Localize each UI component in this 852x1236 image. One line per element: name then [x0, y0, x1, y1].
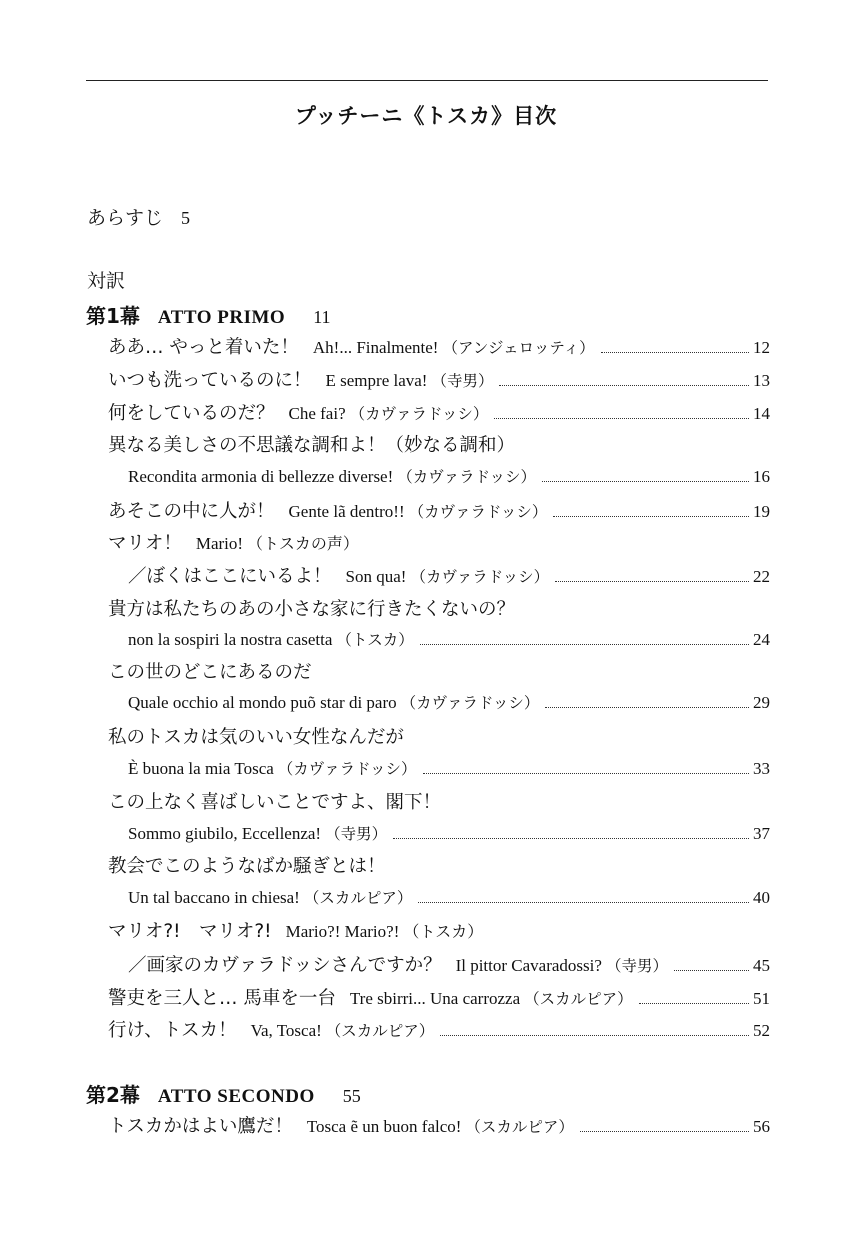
toc-entry[interactable] [128, 757, 770, 779]
synopsis-label: あらすじ [87, 207, 164, 229]
toc-entry[interactable] [128, 465, 770, 487]
entry-jp: 何をしているのだ？ [108, 403, 275, 424]
act1-label: 第1幕 [86, 304, 140, 328]
entry-page: 37 [753, 824, 770, 843]
toc-entry[interactable] [128, 628, 770, 650]
toc-entry[interactable] [128, 886, 770, 908]
entry-it: Recondita armonia di bellezze diverse! [128, 467, 394, 486]
entry-page: 33 [753, 759, 770, 778]
entry-jp: マリオ?! マリオ?! [108, 921, 272, 942]
entry-it: Va, Tosca! [250, 1021, 322, 1040]
toc-entry-title[interactable]: 貴方は私たちのあの小さな家に行きたくないの？ [108, 599, 516, 620]
entry-role: （カヴァラドッシ） [410, 568, 550, 586]
toc-entry[interactable] [108, 497, 770, 523]
entry-page: 19 [753, 502, 770, 521]
toc-entry-title[interactable]: 私のトスカは気のいい女性なんだが [108, 727, 404, 748]
entry-page: 40 [753, 888, 770, 907]
top-rule [86, 80, 768, 81]
toc-entry-title[interactable]: 教会でこのようなばか騒ぎとは！ [108, 856, 386, 877]
leader-dots [420, 644, 749, 645]
leader-dots [418, 902, 749, 903]
entry-role: （スカルピア） [303, 889, 413, 907]
leader-dots [545, 707, 749, 708]
entry-page: 13 [753, 371, 770, 390]
entry-role: （カヴァラドッシ） [277, 760, 417, 778]
entry-role: （アンジェロッティ） [442, 339, 595, 357]
entry-page: 56 [753, 1117, 770, 1136]
toc-entry[interactable] [108, 1112, 770, 1138]
entry-jp: ああ… やっと着いた！ [108, 337, 299, 358]
toc-entry-title[interactable]: この世のどこにあるのだ [108, 662, 312, 683]
entry-page: 22 [753, 567, 770, 586]
leader-dots [499, 385, 749, 386]
leader-dots [440, 1035, 749, 1036]
entry-page: 14 [753, 404, 770, 423]
entry-role: （寺男） [431, 372, 494, 390]
entry-it: Che fai? [288, 404, 346, 423]
leader-dots [553, 516, 749, 517]
leader-dots [580, 1131, 749, 1132]
synopsis-entry[interactable] [87, 203, 190, 230]
entry-it: Tosca ẽ un buon falco! [306, 1117, 462, 1136]
toc-entry[interactable] [108, 333, 770, 359]
entry-page: 29 [753, 693, 770, 712]
act2-page: 55 [342, 1086, 361, 1106]
entry-role: （寺男） [605, 957, 668, 975]
toc-entry[interactable] [108, 366, 770, 392]
toc-entry[interactable] [108, 984, 770, 1010]
translation-heading: 対訳 [87, 270, 126, 292]
entry-it: non la sospiri la nostra casetta [128, 630, 333, 649]
entry-it: Quale occhio al mondo puõ star di paro [128, 693, 397, 712]
entry-it: È buona la mia Tosca [128, 759, 274, 778]
entry-jp: ／ぼくはここにいるよ！ [128, 566, 332, 587]
toc-entry[interactable] [108, 399, 770, 425]
toc-entry[interactable] [108, 1016, 770, 1042]
synopsis-page: 5 [181, 208, 191, 228]
leader-dots [674, 970, 749, 971]
leader-dots [542, 481, 749, 482]
act2-label: 第2幕 [86, 1083, 140, 1107]
leader-dots [393, 838, 749, 839]
entry-it: Un tal baccano in chiesa! [128, 888, 300, 907]
entry-page: 51 [753, 989, 770, 1008]
entry-role: （カヴァラドッシ） [349, 405, 489, 423]
entry-role: （トスカ） [403, 922, 484, 941]
entry-it: Ah!... Finalmente! [312, 338, 439, 357]
entry-role: （カヴァラドッシ） [408, 503, 548, 521]
toc-entry[interactable] [128, 951, 770, 977]
entry-jp: 警吏を三人と… 馬車を一台 [108, 988, 336, 1009]
entry-jp: マリオ！ [108, 533, 182, 554]
entry-it: Son qua! [345, 567, 407, 586]
entry-jp: ／画家のカヴァラドッシさんですか？ [128, 955, 442, 976]
toc-entry-title[interactable] [108, 529, 359, 555]
act1-heading[interactable] [86, 300, 331, 329]
entry-role: （スカルピア） [465, 1118, 574, 1136]
entry-page: 52 [753, 1021, 770, 1040]
entry-role: （トスカ） [336, 631, 414, 649]
entry-role: （寺男） [325, 825, 388, 843]
act1-page: 11 [313, 307, 331, 327]
leader-dots [555, 581, 749, 582]
toc-entry-title[interactable]: この上なく喜ばしいことですよ、閣下！ [108, 792, 442, 813]
toc-entry-title[interactable] [108, 917, 483, 943]
leader-dots [423, 773, 749, 774]
entry-page: 12 [753, 338, 770, 357]
entry-it: E sempre lava! [325, 371, 428, 390]
entry-page: 45 [753, 956, 770, 975]
entry-it: Tre sbirri... Una carrozza [349, 989, 521, 1008]
entry-page: 16 [753, 467, 770, 486]
entry-page: 24 [753, 630, 770, 649]
toc-entry[interactable] [128, 562, 770, 588]
entry-jp: いつも洗っているのに！ [108, 370, 312, 391]
entry-role: （カヴァラドッシ） [400, 694, 540, 712]
entry-role: （スカルピア） [524, 990, 633, 1008]
entry-it: Il pittor Cavaradossi? [455, 956, 602, 975]
entry-jp: 行け、トスカ！ [108, 1020, 237, 1041]
toc-entry-title[interactable]: 異なる美しさの不思議な調和よ！（妙なる調和） [108, 435, 516, 456]
leader-dots [639, 1003, 749, 1004]
entry-role: （トスカの声） [247, 534, 359, 553]
toc-entry[interactable] [128, 822, 770, 844]
entry-it: Mario! [195, 534, 244, 553]
toc-entry[interactable] [128, 691, 770, 713]
leader-dots [494, 418, 749, 419]
page-title: プッチーニ《トスカ》目次 [294, 104, 558, 128]
entry-role: （カヴァラドッシ） [397, 468, 537, 486]
entry-jp: トスカかはよい鷹だ！ [108, 1116, 293, 1137]
entry-it: Gente lã dentro!! [288, 502, 405, 521]
leader-dots [601, 352, 749, 353]
entry-jp: あそこの中に人が！ [108, 501, 275, 522]
entry-it: Sommo giubilo, Eccellenza! [128, 824, 322, 843]
act1-roman: ATTO PRIMO [157, 307, 286, 328]
entry-it: Mario?! Mario?! [285, 922, 400, 941]
entry-role: （スカルピア） [325, 1022, 435, 1040]
act2-roman: ATTO SECONDO [157, 1086, 315, 1107]
act2-heading[interactable] [86, 1079, 361, 1108]
